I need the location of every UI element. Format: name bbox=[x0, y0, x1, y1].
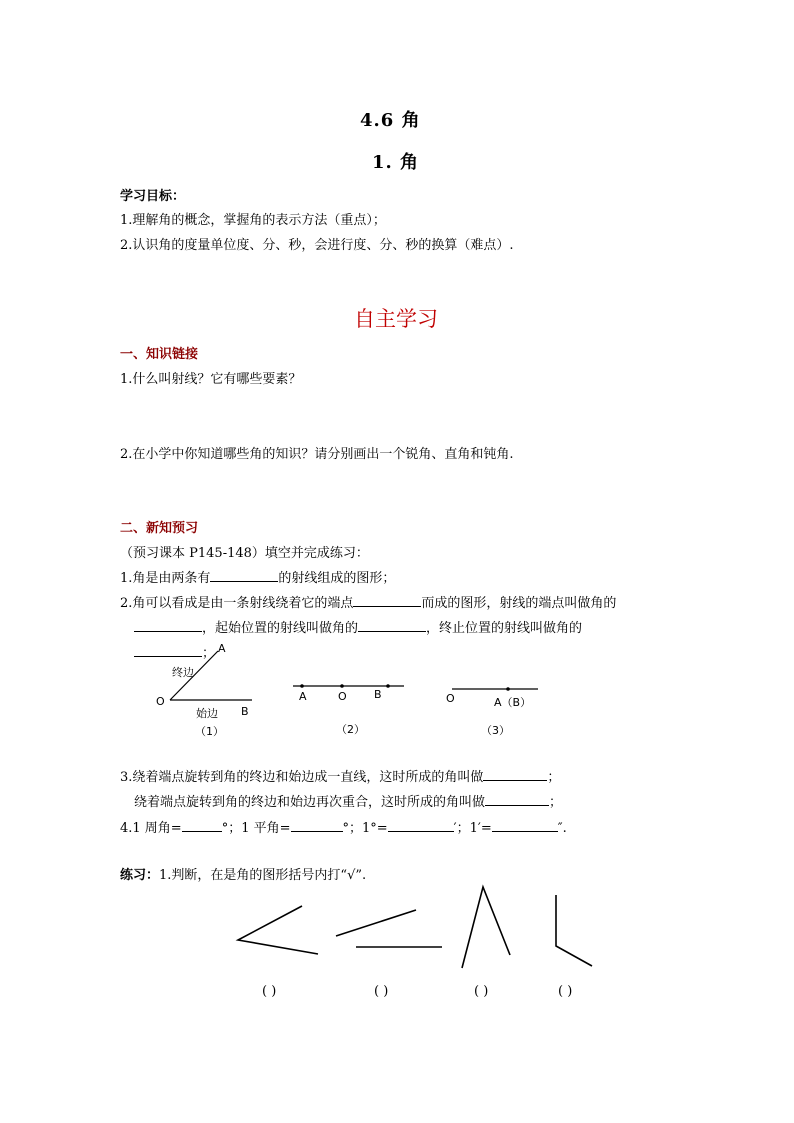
fig1-label-initial: 始边 bbox=[196, 707, 218, 720]
question-text: 4.1 周角= bbox=[120, 821, 182, 836]
part2-intro: （预习课本 P145-148）填空并完成练习： bbox=[120, 546, 369, 561]
exercise-prompt bbox=[120, 864, 366, 883]
question-text: °；1°= bbox=[342, 821, 388, 836]
fig3-caption: （3） bbox=[481, 724, 510, 737]
point-ab bbox=[506, 687, 510, 691]
answer-blank[interactable] bbox=[483, 768, 547, 781]
objective-item: 1.理解角的概念，掌握角的表示方法（重点）； bbox=[120, 213, 386, 228]
answer-blank[interactable] bbox=[492, 819, 558, 832]
fill-question-4 bbox=[120, 817, 567, 836]
answer-bracket-4[interactable]: ( ) bbox=[558, 984, 573, 999]
question-text: 的射线组成的图形； bbox=[278, 571, 396, 586]
fig1-caption: （1） bbox=[195, 725, 224, 738]
question-text: ″. bbox=[557, 821, 567, 836]
part1-question-1: 1.什么叫射线？它有哪些要素？ bbox=[120, 372, 302, 387]
part2-heading: 二、新知预习 bbox=[120, 521, 199, 536]
answer-bracket-2[interactable]: ( ) bbox=[374, 984, 389, 999]
part1-heading: 一、知识链接 bbox=[120, 347, 199, 362]
fig2-label-a: A bbox=[299, 690, 307, 703]
fill-question-3 bbox=[120, 766, 560, 785]
fig2-label-o: O bbox=[338, 690, 347, 703]
question-text: ； bbox=[202, 646, 216, 661]
objectives-label: 学习目标： bbox=[120, 189, 186, 204]
fig2-label-b: B bbox=[374, 688, 382, 701]
fig1-label-o: O bbox=[156, 695, 165, 708]
exercise-figure-segment bbox=[336, 910, 416, 936]
question-text: 2.角可以看成是由一条射线绕着它的端点 bbox=[120, 596, 354, 611]
answer-blank[interactable] bbox=[485, 793, 549, 806]
fig1-label-a: A bbox=[218, 642, 226, 655]
lesson-subtitle: 1. 角 bbox=[372, 152, 420, 173]
answer-blank[interactable] bbox=[388, 819, 454, 832]
question-text: 绕着端点旋转到角的终边和始边再次重合，这时所成的角叫做 bbox=[134, 795, 486, 810]
point-o bbox=[340, 684, 344, 688]
question-text: ； bbox=[549, 795, 563, 810]
point-a bbox=[300, 684, 304, 688]
fig2-caption: （2） bbox=[336, 723, 365, 736]
fig3-label-o: O bbox=[446, 692, 455, 705]
question-text: °；1 平角= bbox=[221, 821, 291, 836]
exercise-figure-angle bbox=[462, 887, 510, 968]
answer-blank[interactable] bbox=[291, 819, 343, 832]
question-text: ； bbox=[547, 770, 561, 785]
point-b bbox=[386, 684, 390, 688]
fig1-label-b: B bbox=[241, 705, 249, 718]
part1-question-2: 2.在小学中你知道哪些角的知识？请分别画出一个锐角、直角和钝角. bbox=[120, 447, 514, 462]
answer-bracket-3[interactable]: ( ) bbox=[474, 984, 489, 999]
objective-item: 2.认识角的度量单位度、分、秒，会进行度、分、秒的换算（难点）. bbox=[120, 238, 514, 253]
exercise-label: 练习： bbox=[120, 868, 160, 883]
question-text: ′；1′= bbox=[453, 821, 492, 836]
question-text: 3.绕着端点旋转到角的终边和始边成一直线，这时所成的角叫做 bbox=[120, 770, 484, 785]
exercise-text: 1.判断，在是角的图形括号内打“√”. bbox=[159, 868, 367, 883]
fig3-label-ab: A（B） bbox=[494, 696, 532, 709]
question-text: 1.角是由两条有 bbox=[120, 571, 211, 586]
fig1-label-terminal: 终边 bbox=[172, 666, 194, 679]
exercise-figure-angle bbox=[238, 906, 318, 954]
exercise-figure-angle bbox=[556, 895, 592, 966]
question-text: ，起始位置的射线叫做角的 bbox=[202, 621, 359, 636]
section-title: 自主学习 bbox=[354, 307, 438, 331]
lesson-title: 4.6 角 bbox=[360, 110, 421, 131]
question-text: 而成的图形，射线的端点叫做角的 bbox=[421, 596, 617, 611]
answer-blank[interactable] bbox=[182, 819, 222, 832]
fill-question-3-line2 bbox=[134, 791, 562, 810]
answer-bracket-1[interactable]: ( ) bbox=[262, 984, 277, 999]
question-text: ，终止位置的射线叫做角的 bbox=[426, 621, 583, 636]
